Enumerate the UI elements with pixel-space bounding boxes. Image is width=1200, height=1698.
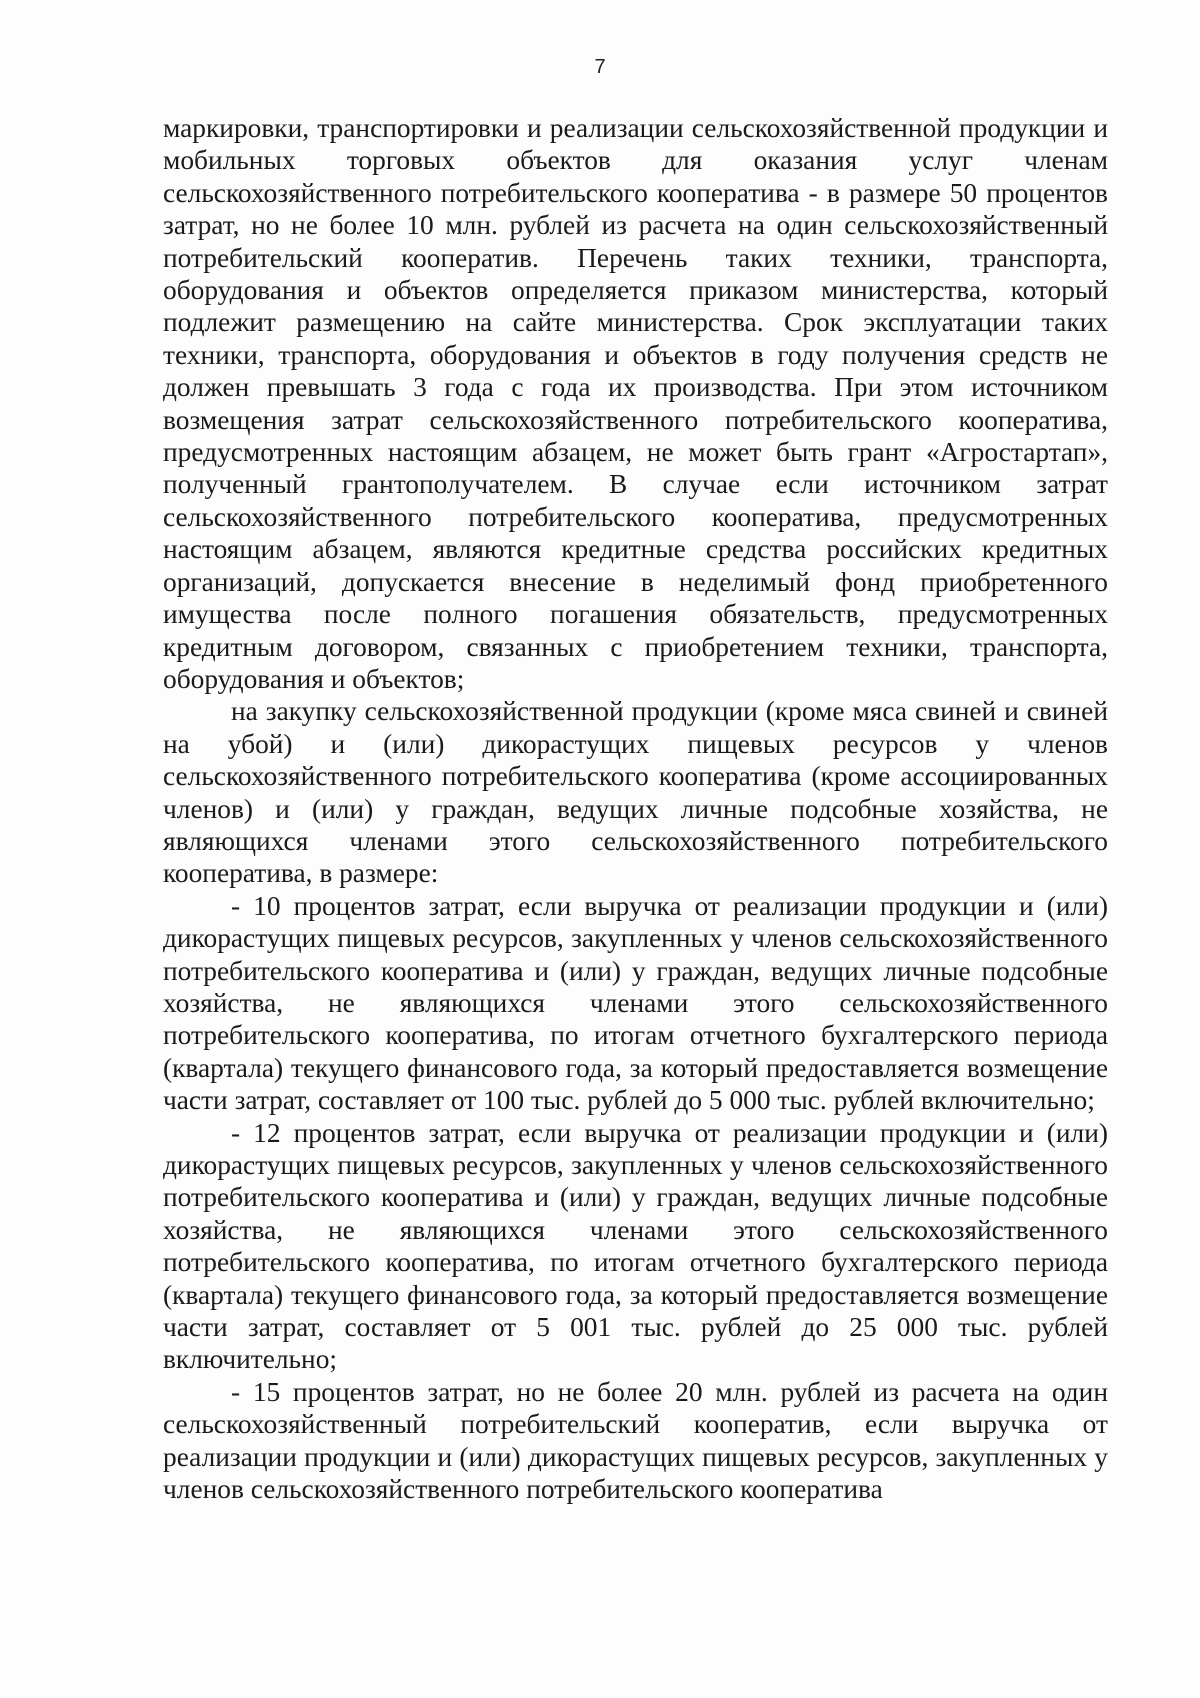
list-item: - 15 процентов затрат, но не более 20 млн. рублей из расчета на один сельскохозяйственный потребительский кооператив, если выручка от реализации продукции и (или) дикорастущих пищевых ресурсов, закупленных у членов сельскохозяйственного потребительского кооператива: [163, 1376, 1108, 1505]
document-body: [163, 112, 1108, 1505]
page-number: 7: [594, 56, 606, 78]
paragraph: маркировки, транспортировки и реализации сельскохозяйственной продукции и мобильных торговых объектов для оказания услуг членам сельскохозяйственного потребительского кооператива - в размере 50 процентов затрат, но не более 10 млн. рублей из расчета на один сельскохозяйственный потребительский кооператив. Перечень таких техники, транспорта, оборудования и объектов определяется приказом министерства, который подлежит размещению на сайте министерства. Срок эксплуатации таких техники, транспорта, оборудования и объектов в году получения средств не должен превышать 3 года с года их производства. При этом источником возмещения затрат сельскохозяйственного потребительского кооператива, предусмотренных настоящим абзацем, не может быть грант «Агростартап», полученный грантополучателем. В случае если источником затрат сельскохозяйственного потребительского кооператива, предусмотренных настоящим абзацем, являются кредитные средства российских кредитных организаций, допускается внесение в неделимый фонд приобретенного имущества после полного погашения обязательств, предусмотренных кредитным договором, связанных с приобретением техники, транспорта, оборудования и объектов;: [163, 113, 1108, 694]
list-item: - 10 процентов затрат, если выручка от реализации продукции и (или) дикорастущих пищевых ресурсов, закупленных у членов сельскохозяйственного потребительского кооператива и (или) у граждан, ведущих личные подсобные хозяйства, не являющихся членами этого сельскохозяйственного потребительского кооператива, по итогам отчетного бухгалтерского периода (квартала) текущего финансового года, за который предоставляется возмещение части затрат, составляет от 100 тыс. рублей до 5 000 тыс. рублей включительно;: [163, 890, 1108, 1116]
list-item: - 12 процентов затрат, если выручка от реализации продукции и (или) дикорастущих пищевых ресурсов, закупленных у членов сельскохозяйственного потребительского кооператива и (или) у граждан, ведущих личные подсобные хозяйства, не являющихся членами этого сельскохозяйственного потребительского кооператива, по итогам отчетного бухгалтерского периода (квартала) текущего финансового года, за который предоставляется возмещение части затрат, составляет от 5 001 тыс. рублей до 25 000 тыс. рублей включительно;: [163, 1117, 1108, 1375]
paragraph: на закупку сельскохозяйственной продукции (кроме мяса свиней и свиней на убой) и (или) дикорастущих пищевых ресурсов у членов сельскохозяйственного потребительского кооператива (кроме ассоциированных членов) и (или) у граждан, ведущих личные подсобные хозяйства, не являющихся членами этого сельскохозяйственного потребительского кооператива, в размере:: [163, 696, 1108, 889]
